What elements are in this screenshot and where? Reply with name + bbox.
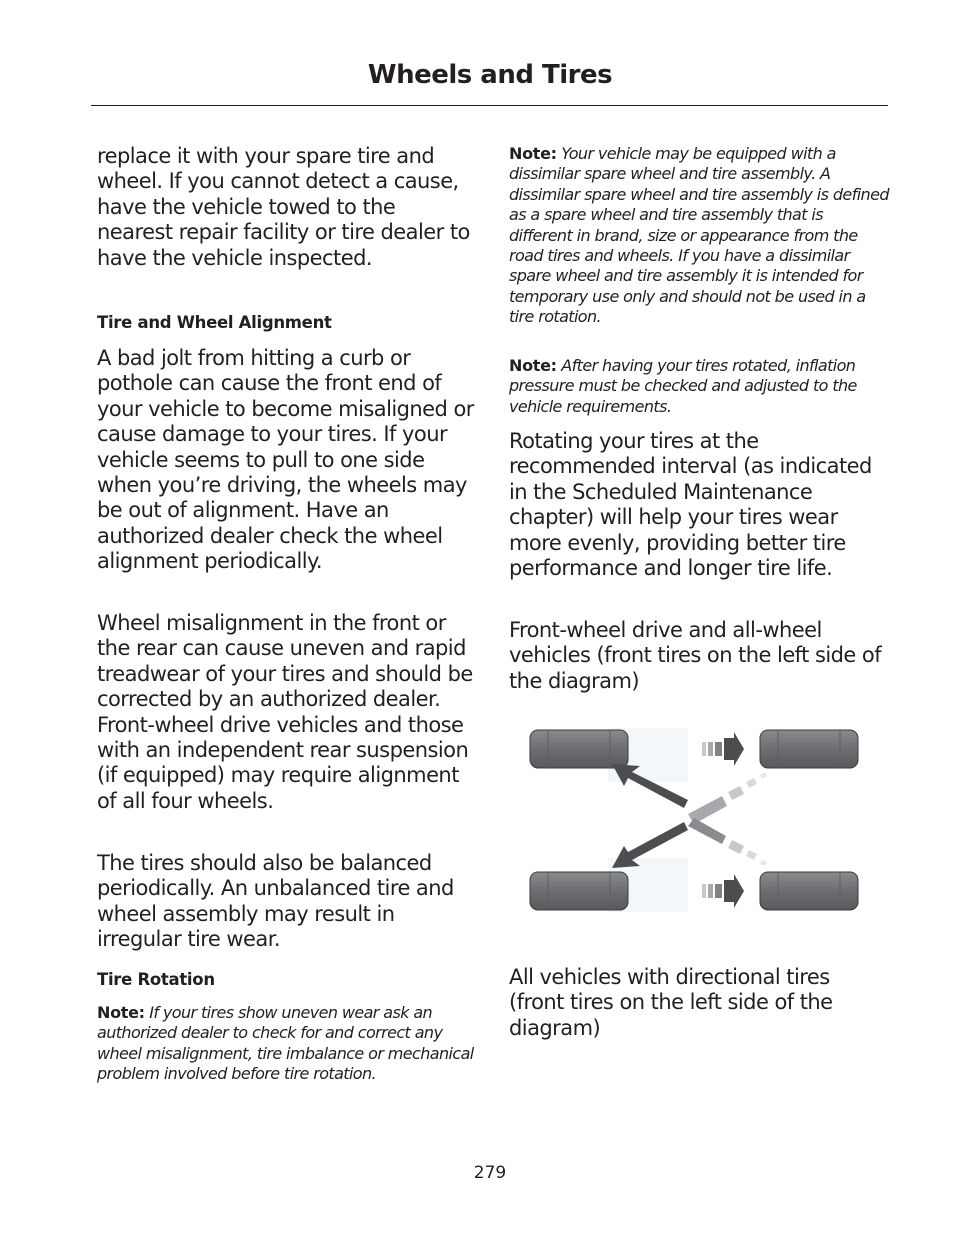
arrow-right-bottom-icon (702, 874, 744, 908)
tire-rotation-diagram (528, 720, 860, 920)
heading-tire-wheel-alignment: Tire and Wheel Alignment (97, 313, 332, 332)
note-label: Note: (97, 1003, 145, 1022)
note-uneven-wear (97, 1003, 475, 1085)
header-divider (91, 105, 888, 106)
note-label: Note: (509, 356, 557, 375)
paragraph-balanced: The tires should also be balanced periodically. An unbalanced tire and wheel assembly may result in irregular tire wear. (97, 851, 454, 952)
note-dissimilar-spare (509, 144, 889, 328)
paragraph-rotating-tires: Rotating your tires at the recommended interval (as indicated in the Scheduled Maintenance chapter) will help your tires wear more evenly, providing better tire performance and longer tire life. (509, 429, 872, 581)
diagonal-arrow-tail-top (688, 772, 767, 824)
paragraph-directional-tires: All vehicles with directional tires (front tires on the left side of the diagram) (509, 965, 833, 1040)
note-inflation-pressure (509, 356, 889, 417)
tire-front-right (530, 872, 628, 910)
paragraph-misalignment: Wheel misalignment in the front or the rear can cause uneven and rapid treadwear of your tires and should be corrected by an authorized dealer. Front-wheel drive vehicles and those with an independent rear suspension (if equipped) may require alignment of all four wheels. (97, 611, 473, 813)
paragraph-spare-tire: replace it with your spare tire and wheel. If you cannot detect a cause, have the vehicle towed to the nearest repair facility or tire dealer to have the vehicle inspected. (97, 144, 470, 270)
note-text: After having your tires rotated, inflation pressure must be checked and adjusted to the vehicle requirements. (509, 356, 857, 416)
paragraph-front-wheel-drive: Front-wheel drive and all-wheel vehicles (front tires on the left side of the diagram) (509, 618, 882, 693)
note-text: Your vehicle may be equipped with a dissimilar spare wheel and tire assembly. A dissimilar spare wheel and tire assembly is defined as a spare wheel and tire assembly that is different in brand, size or appearance from the road tires and wheels. If you have a dissimilar spare wheel and tire assembly it is intended for temporary use only and should not be used in a tire rotation. (509, 144, 889, 327)
heading-tire-rotation: Tire Rotation (97, 970, 215, 989)
paragraph-bad-jolt: A bad jolt from hitting a curb or pothole can cause the front end of your vehicle to become misaligned or cause damage to your tires. If your vehicle seems to pull to one side when you’re driving, the wheels may be out of alignment. Have an authorized dealer check the wheel alignment periodically. (97, 346, 474, 574)
tire-front-left (530, 730, 628, 768)
diagonal-arrow-tail-bottom (688, 818, 767, 866)
note-label: Note: (509, 144, 557, 163)
note-text: If your tires show uneven wear ask an authorized dealer to check for and correct any wheel misalignment, tire imbalance or mechanical problem involved before tire rotation. (97, 1003, 474, 1084)
page-number: 279 (473, 1163, 507, 1183)
arrow-right-top-icon (702, 732, 744, 766)
page-title: Wheels and Tires (367, 60, 613, 90)
tire-rear-left (760, 730, 858, 768)
tire-rear-right (760, 872, 858, 910)
